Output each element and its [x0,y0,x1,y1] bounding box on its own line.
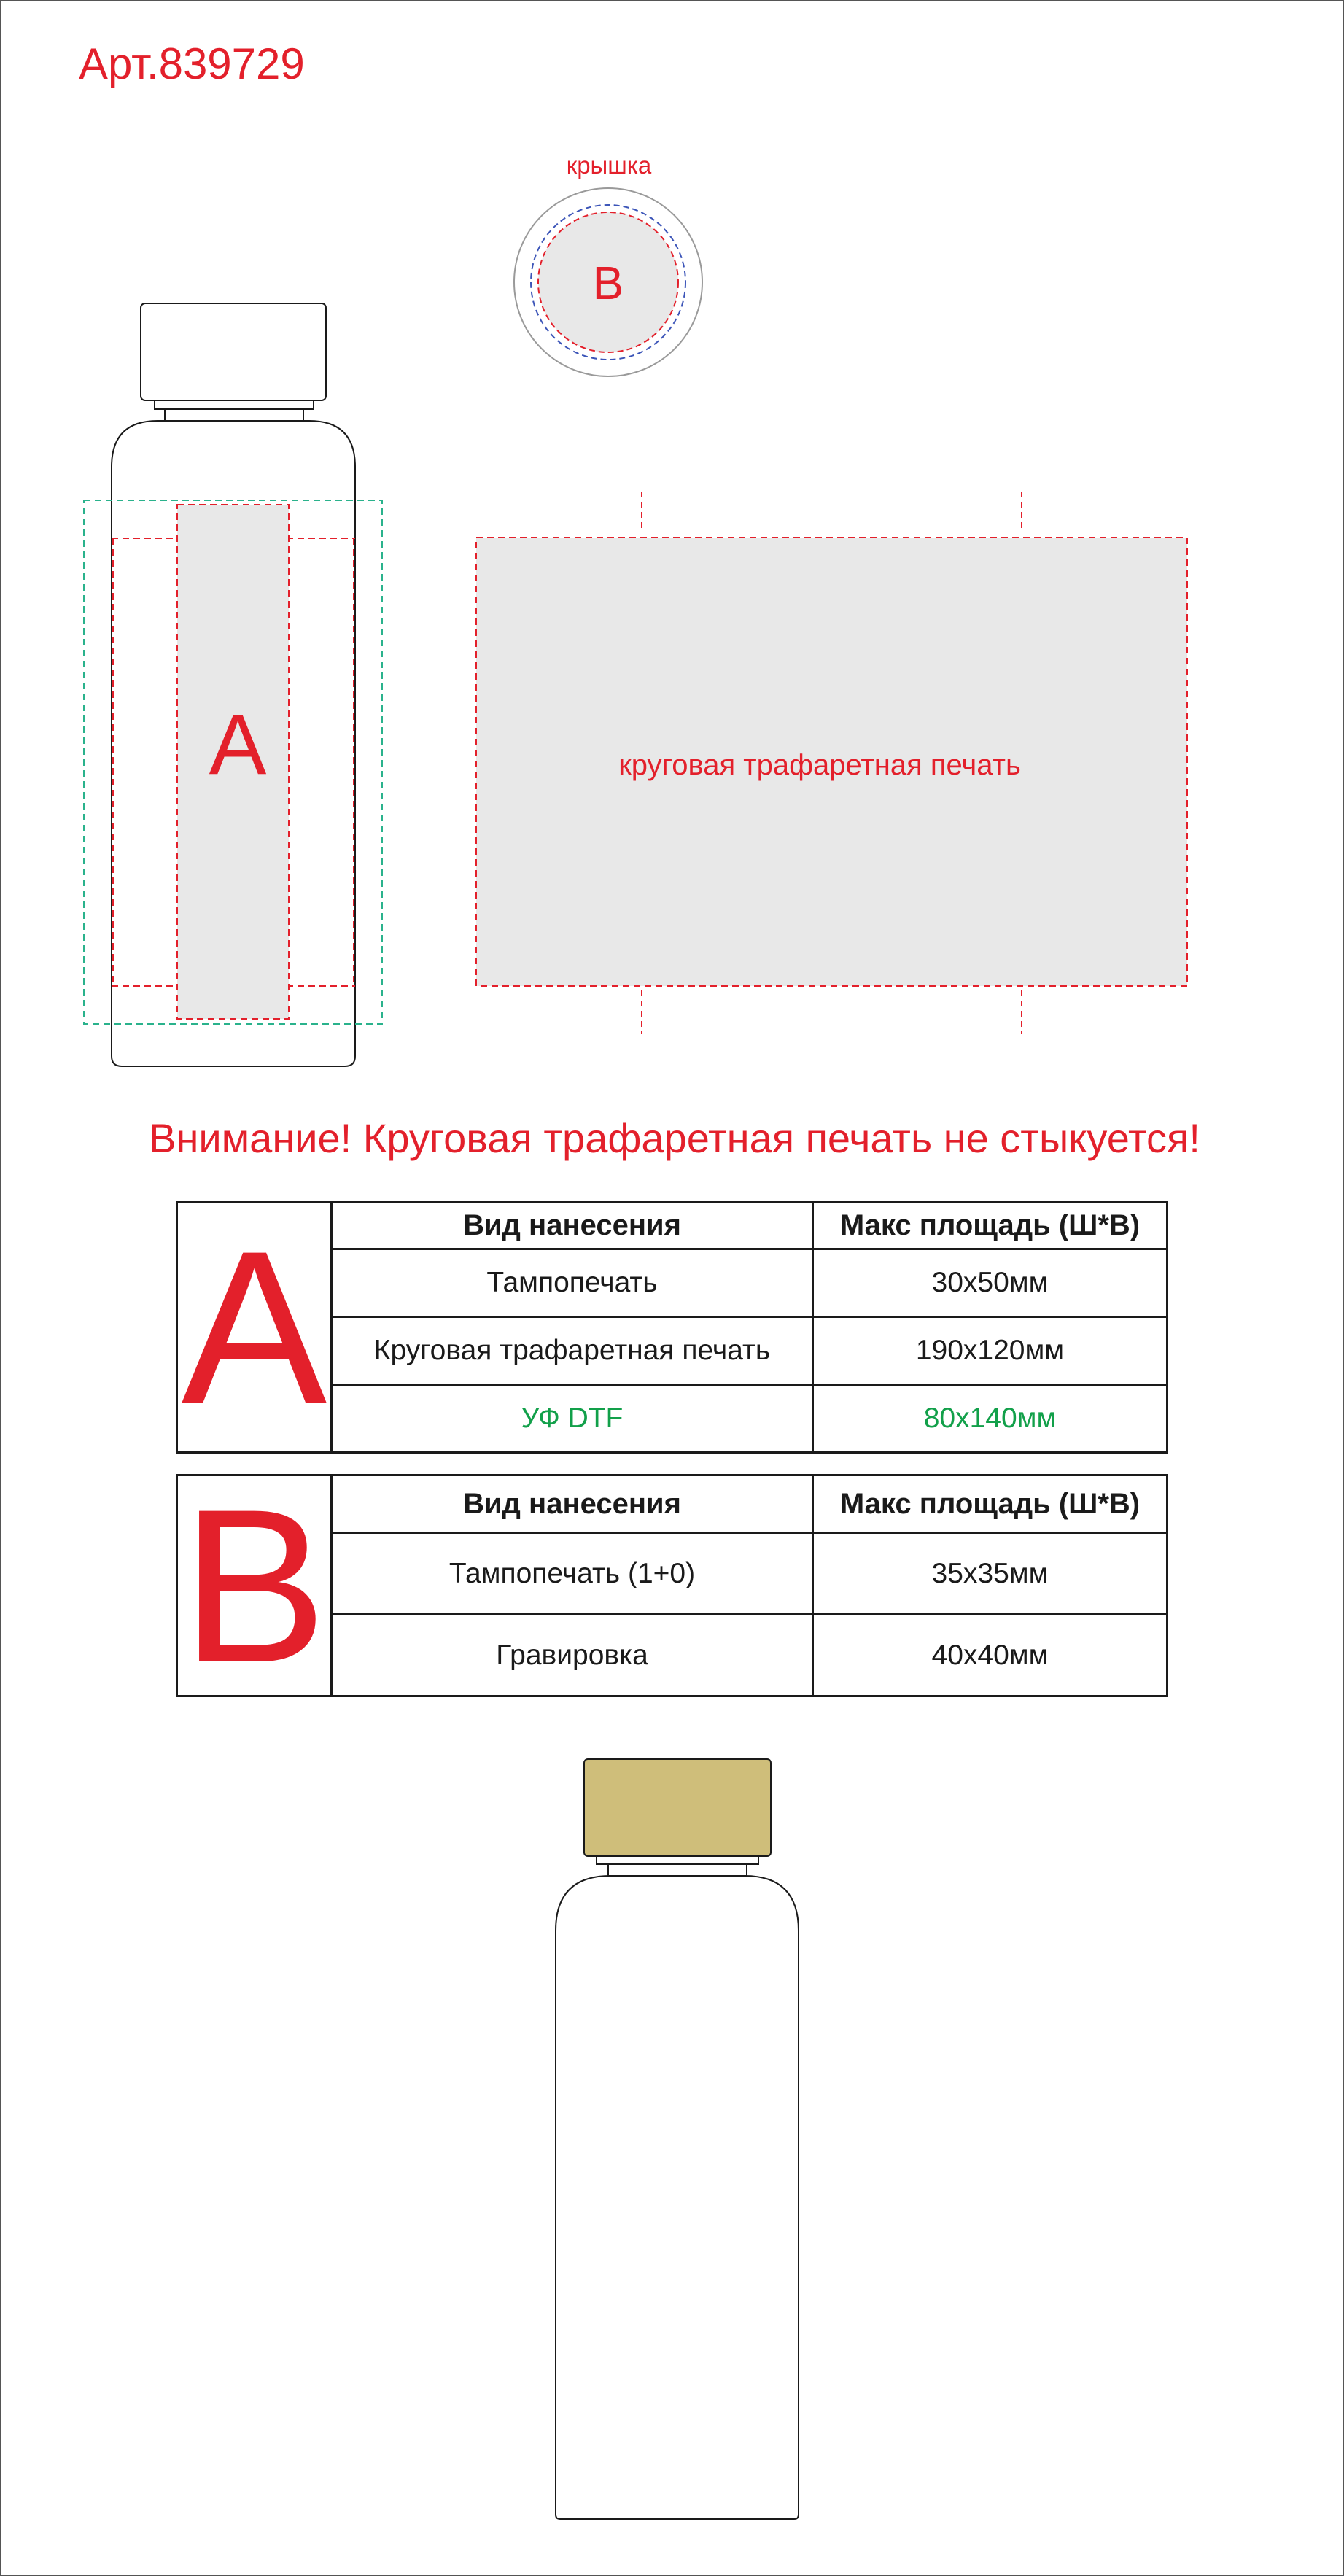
table-a-row-method: Круговая трафаретная печать [332,1317,813,1385]
table-b-header-method: Вид нанесения [332,1475,813,1533]
warning-text: Внимание! Круговая трафаретная печать не стыкуется! [149,1115,1200,1161]
table-a-row-method: Тампопечать [332,1249,813,1317]
zone-a-label: A [209,697,267,793]
print-layout-diagram [0,0,1344,1094]
product-bottle-collar [597,1856,758,1864]
product-bottle-body [556,1876,799,2519]
table-a-row-size: 80х140мм [813,1385,1168,1453]
product-bottle-neck [608,1864,747,1876]
table-a-header-method: Вид нанесения [332,1203,813,1249]
table-b-letter: B [177,1475,332,1696]
bottle-collar [155,400,314,409]
table-a-letter: A [177,1203,332,1453]
product-bottle-illustration [0,1736,1344,2538]
wrap-print-area [476,492,1187,1034]
table-a-header-area: Макс площадь (Ш*В) [813,1203,1168,1249]
article-number: Арт.839729 [79,39,305,88]
table-b [176,1463,1168,1708]
lid-top-view [514,188,702,376]
zone-b-label: B [592,257,624,309]
table-b-row-size: 40х40мм [813,1615,1168,1696]
gold-cap [584,1759,771,1856]
bottle-neck [165,409,303,421]
table-b-row-method: Тампопечать (1+0) [332,1533,813,1615]
table-b-header-area: Макс площадь (Ш*В) [813,1475,1168,1533]
table-a-row-method: УФ DTF [332,1385,813,1453]
table-a-row-size: 30х50мм [813,1249,1168,1317]
table-b-row-method: Гравировка [332,1615,813,1696]
table-a-row-size: 190х120мм [813,1317,1168,1385]
table-b-row-size: 35х35мм [813,1533,1168,1615]
wrap-area-label: круговая трафаретная печать [618,749,1021,781]
table-a [176,1201,1168,1454]
lid-label: крышка [566,152,652,179]
bottle-cap [141,303,326,400]
